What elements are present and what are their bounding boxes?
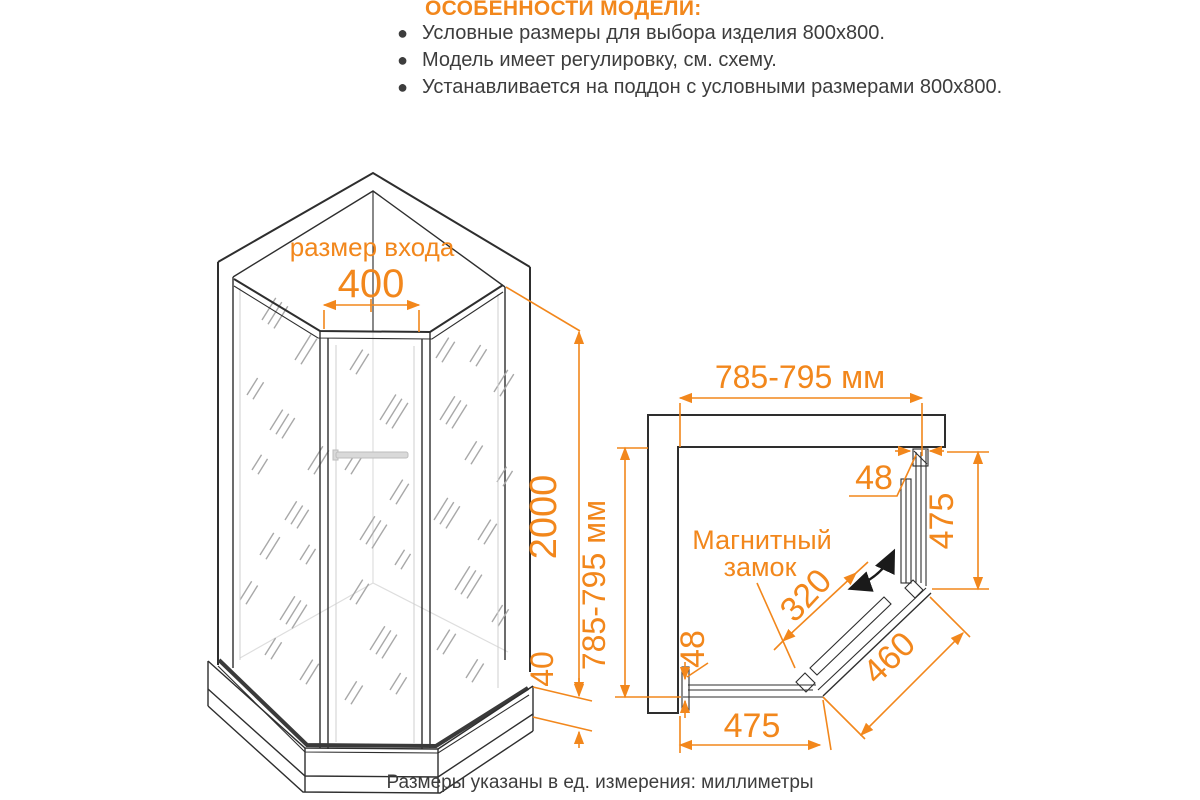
magnet-label-line1: Магнитный [692, 525, 832, 555]
diagonal-value: 460 [855, 624, 923, 692]
bottom-width-value: 475 [723, 707, 781, 745]
height-value: 2000 [523, 474, 565, 560]
side-right-value: 475 [923, 492, 961, 550]
feature-text: Условные размеры для выбора изделия 800x800. [422, 22, 885, 44]
profile-top-value: 48 [855, 459, 893, 497]
door-width-value: 320 [772, 561, 840, 630]
towel-bar [333, 450, 408, 460]
depth-left-value: 785-795 мм [576, 499, 612, 671]
dimension-profile-bottom [674, 630, 712, 718]
features-block [383, 0, 1023, 101]
isometric-view-drawing [190, 158, 600, 800]
feature-item [383, 20, 1023, 47]
dimension-side-right [923, 452, 989, 589]
top-view-drawing [576, 340, 1200, 770]
entry-size-label: размер входа [289, 232, 455, 262]
magnet-label-line2: замок [723, 552, 797, 582]
dimension-profile-top [849, 451, 944, 497]
dimension-height [506, 287, 580, 696]
features-title: ОСОБЕННОСТИ МОДЕЛИ: [425, 0, 702, 20]
bullet-icon: ● [397, 50, 408, 70]
dimension-width-bottom [680, 700, 831, 753]
dimension-diagonal [823, 597, 970, 739]
magnet-block [796, 673, 815, 692]
bullet-icon: ● [397, 23, 408, 43]
feature-item [383, 74, 1023, 101]
dimension-entry-width [290, 232, 455, 332]
entry-width-value: 400 [337, 262, 405, 306]
feature-text: Модель имеет регулировку, см. схему. [422, 49, 777, 71]
feature-item [383, 47, 1023, 74]
feature-text: Устанавливается на поддон с условными размерами 800x800. [422, 76, 1003, 98]
width-top-value: 785-795 мм [714, 359, 886, 395]
glass-hatching [240, 298, 514, 704]
glass-panels [240, 288, 498, 743]
tray-height-value: 40 [524, 651, 560, 687]
profile-bottom-value: 48 [674, 630, 712, 668]
bullet-icon: ● [397, 77, 408, 97]
door-open-position [901, 479, 911, 583]
units-note: Размеры указаны в ед. измерения: миллиметры [386, 772, 814, 793]
